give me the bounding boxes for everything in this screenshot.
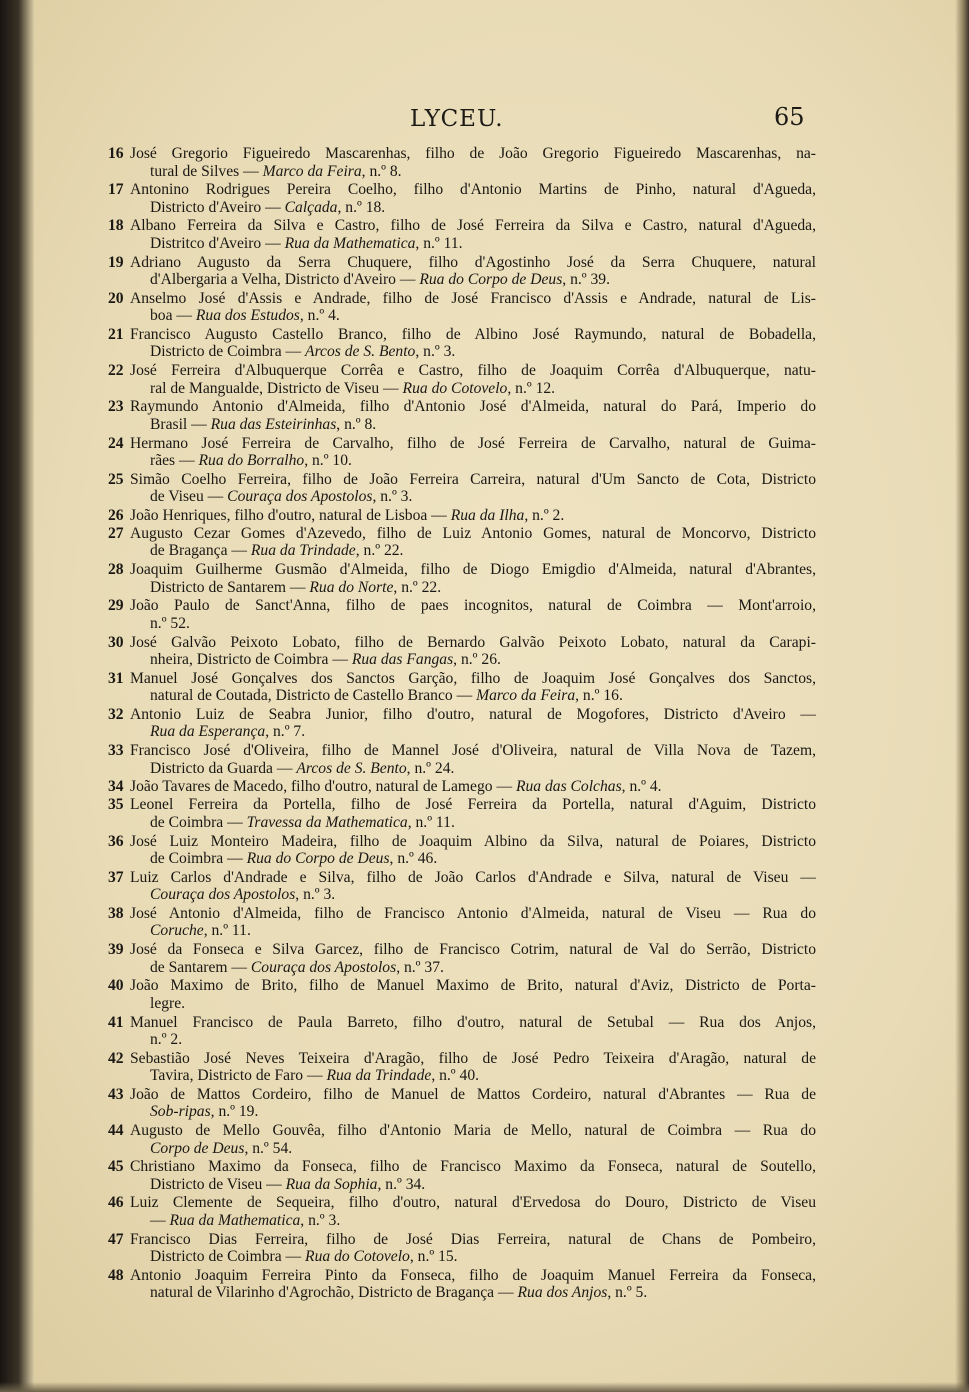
entry-number: 16 — [108, 145, 124, 162]
page-number: 65 — [774, 103, 805, 131]
entry-street: Rua do Cotovelo — [402, 379, 508, 397]
entry-line-2 — [100, 959, 816, 977]
entry-house-number: , n.º 4. — [621, 778, 662, 796]
entry-text: de Coimbra — — [150, 813, 247, 831]
list-item — [100, 326, 816, 362]
entry-text: Simão Coelho Ferreira, filho de João Ferreira Carreira, natural d'Um Sancto de Cota, Districto — [130, 470, 816, 488]
book-spine-shadow — [0, 0, 34, 1392]
entry-text: João Tavares de Macedo, filho d'outro, natural de Lamego — — [130, 778, 516, 796]
entry-number: 30 — [108, 633, 124, 651]
entry-line-2 — [100, 1284, 816, 1302]
entry-line-2 — [100, 651, 816, 669]
entry-text: de Bragança — — [150, 542, 251, 560]
entry-line-1 — [100, 706, 816, 724]
entry-line-2 — [100, 1031, 816, 1049]
entry-line-2 — [100, 850, 816, 868]
entry-house-number: , n.º 11. — [415, 234, 463, 252]
entry-line-2 — [100, 542, 816, 560]
entry-text: Districto de Viseu — — [150, 1175, 286, 1193]
entry-line-2 — [100, 1212, 816, 1230]
entry-text: n.º 52. — [150, 614, 190, 632]
entry-number: 46 — [108, 1194, 124, 1212]
entry-text: de Santarem — — [150, 958, 251, 976]
entry-street: Rua do Corpo de Deus — [419, 271, 563, 289]
entry-number: 18 — [108, 217, 124, 235]
entry-house-number: , n.º 11. — [203, 922, 251, 940]
entry-text: Brasil — — [150, 415, 211, 433]
entry-text: tural de Silves — — [150, 162, 263, 180]
entry-text: José Ferreira d'Albuquerque Corrêa e Castro, filho de Joaquim Corrêa d'Albuquerque, natu- — [130, 362, 816, 380]
entry-line-1 — [100, 181, 816, 199]
entry-street: Arcos de S. Bento — [296, 759, 407, 777]
entry-house-number: , n.º 54. — [244, 1139, 293, 1157]
entry-line-2 — [100, 814, 816, 832]
entry-line-1 — [100, 1086, 816, 1104]
entry-house-number: , n.º 3. — [300, 1211, 341, 1229]
entry-number: 25 — [108, 470, 124, 488]
entry-house-number: , n.º 11. — [407, 813, 455, 831]
entry-street: Rua dos Estudos — [195, 307, 300, 325]
entry-street: Calçada — [284, 198, 338, 216]
entry-line-1 — [100, 254, 816, 272]
entry-number: 44 — [108, 1122, 124, 1140]
list-item — [100, 1122, 816, 1158]
list-item — [100, 634, 816, 670]
entry-number: 36 — [108, 832, 124, 850]
entry-street: Marco da Feira — [476, 687, 576, 705]
entry-line-1 — [100, 977, 816, 995]
entry-text: João Henriques, filho d'outro, natural de Lisboa — — [130, 506, 451, 524]
entry-number: 20 — [108, 289, 124, 307]
entry-text: Leonel Ferreira da Portella, filho de José Ferreira da Portella, natural d'Aguim, Districto — [130, 796, 816, 814]
entry-line-2 — [100, 995, 816, 1013]
list-item — [100, 181, 816, 217]
entry-text: Districto de Coimbra — — [150, 343, 306, 361]
entry-street: Rua da Esperança — [150, 723, 266, 741]
entry-line-2 — [100, 452, 816, 470]
entry-house-number: , n.º 7. — [265, 723, 306, 741]
entry-number: 33 — [108, 742, 124, 760]
entry-line-1 — [100, 670, 816, 688]
entry-line-2 — [100, 723, 816, 741]
list-item — [100, 1158, 816, 1194]
list-item — [100, 217, 816, 253]
entry-street: Couraça dos Apostolos — [150, 886, 296, 904]
entry-text: Antonio Joaquim Ferreira Pinto da Fonseca, filho de Joaquim Manuel Ferreira da Fonseca, — [130, 1266, 816, 1284]
student-list — [100, 145, 816, 1303]
entry-line-1 — [100, 561, 816, 579]
entry-house-number: , n.º 19. — [210, 1103, 259, 1121]
entry-text: Districto da Guarda — — [150, 759, 297, 777]
entry-number: 43 — [108, 1085, 124, 1103]
entry-line-2 — [100, 163, 816, 181]
entry-number: 17 — [108, 181, 124, 199]
entry-line-1 — [100, 833, 816, 851]
entry-line-1 — [100, 742, 816, 760]
entry-house-number: , n.º 5. — [607, 1284, 648, 1302]
running-header-title: LYCEU. — [410, 106, 504, 132]
entry-line-1 — [100, 941, 816, 959]
list-item — [100, 471, 816, 507]
entry-street: Rua das Fangas — [351, 651, 454, 669]
list-item — [100, 1014, 816, 1050]
entry-line-1 — [100, 507, 816, 525]
entry-number: 29 — [108, 597, 124, 615]
list-item — [100, 833, 816, 869]
entry-house-number: , n.º 24. — [406, 759, 455, 777]
entry-house-number: , n.º 16. — [575, 687, 623, 705]
entry-house-number: , n.º 15. — [409, 1248, 458, 1266]
entry-line-2 — [100, 235, 816, 253]
entry-line-2 — [100, 380, 816, 398]
entry-number: 23 — [108, 398, 124, 416]
entry-street: Rua da Mathematica — [284, 234, 416, 252]
entry-number: 21 — [108, 325, 124, 343]
entry-text: Francisco Dias Ferreira, filho de José Dias Ferreira, natural de Chans de Pombeiro, — [130, 1230, 816, 1248]
entry-street: Arcos de S. Bento — [305, 343, 416, 361]
list-item — [100, 435, 816, 471]
entry-number: 34 — [108, 778, 124, 796]
entry-street: Corpo de Deus — [150, 1139, 245, 1157]
entry-text: Antonino Rodrigues Pereira Coelho, filho d'Antonio Martins de Pinho, natural d'Agueda, — [130, 181, 816, 199]
list-item — [100, 290, 816, 326]
entry-text: Districto d'Aveiro — — [150, 198, 285, 216]
entry-text: — — [150, 1211, 170, 1229]
entry-street: Travessa da Mathematica — [246, 813, 408, 831]
entry-number: 47 — [108, 1230, 124, 1248]
entry-line-1 — [100, 290, 816, 308]
entry-text: Districto de Santarem — — [150, 578, 310, 596]
entry-house-number: , n.º 2. — [524, 506, 565, 524]
entry-text: João Maximo de Brito, filho de Manuel Maximo de Brito, natural d'Aviz, Districto de Porta- — [130, 977, 816, 995]
entry-text: Distritco d'Aveiro — — [150, 234, 285, 252]
list-item — [100, 507, 816, 525]
entry-line-1 — [100, 796, 816, 814]
entry-text: Sebastião José Neves Teixeira d'Aragão, filho de José Pedro Teixeira d'Aragão, natural de — [130, 1049, 816, 1067]
entry-line-2 — [100, 1176, 816, 1194]
entry-street: Rua do Corpo de Deus — [246, 850, 390, 868]
list-item — [100, 1086, 816, 1122]
entry-house-number: , n.º 10. — [304, 452, 352, 469]
entry-street: Rua das Esteirinhas — [210, 415, 337, 433]
entry-street: Coruche — [150, 922, 204, 940]
entry-house-number: , n.º 26. — [453, 651, 501, 669]
entry-text: Joaquim Guilherme Gusmão d'Almeida, filho de Diogo Emigdio d'Almeida, natural d'Abrantes, — [130, 561, 816, 579]
entry-house-number: , n.º 3. — [372, 488, 413, 506]
entry-line-1 — [100, 1158, 816, 1176]
entry-text: José Galvão Peixoto Lobato, filho de Bernardo Galvão Peixoto Lobato, natural da Carapi- — [130, 633, 816, 651]
entry-number: 32 — [108, 705, 124, 723]
entry-line-2 — [100, 1103, 816, 1121]
list-item — [100, 525, 816, 561]
entry-house-number: , n.º 34. — [377, 1175, 426, 1193]
entry-line-1 — [100, 778, 816, 796]
entry-number: 35 — [108, 796, 124, 814]
entry-line-2 — [100, 1067, 816, 1085]
entry-street: Couraça dos Apostolos — [250, 958, 397, 976]
entry-number: 24 — [108, 434, 124, 452]
entry-line-1 — [100, 1267, 816, 1285]
entry-house-number: , n.º 18. — [337, 198, 386, 216]
entry-street: Rua da Trindade — [250, 542, 356, 560]
entry-line-2 — [100, 343, 816, 361]
entry-line-1 — [100, 1122, 816, 1140]
entry-text: Adriano Augusto da Serra Chuquere, filho d'Agostinho José da Serra Chuquere, natural — [130, 253, 816, 271]
entry-street: Rua das Colchas — [515, 778, 622, 796]
entry-text: de Viseu — — [150, 488, 228, 506]
entry-text: José Luiz Monteiro Madeira, filho de Joaquim Albino da Silva, natural de Poiares, Districto — [130, 832, 816, 850]
entry-line-1 — [100, 525, 816, 543]
entry-line-1 — [100, 1231, 816, 1249]
entry-line-2 — [100, 307, 816, 325]
entry-text: João Paulo de Sanct'Anna, filho de paes incognitos, natural de Coimbra — Mont'arroio, — [130, 597, 816, 615]
entry-line-2 — [100, 615, 816, 633]
entry-text: José Gregorio Figueiredo Mascarenhas, filho de João Gregorio Figueiredo Mascarenhas, na- — [130, 145, 816, 162]
entry-text: natural de Vilarinho d'Agrochão, Districto de Bragança — — [150, 1284, 518, 1302]
entry-text: Anselmo José d'Assis e Andrade, filho de José Francisco d'Assis e Andrade, natural de Lis- — [130, 289, 816, 307]
entry-line-2 — [100, 1248, 816, 1266]
list-item — [100, 1194, 816, 1230]
entry-number: 28 — [108, 561, 124, 579]
entry-line-1 — [100, 1194, 816, 1212]
entry-text: Luiz Carlos d'Andrade e Silva, filho de João Carlos d'Andrade e Silva, natural de Viseu — — [130, 868, 816, 886]
list-item — [100, 398, 816, 434]
entry-house-number: , n.º 22. — [393, 578, 442, 596]
entry-line-2 — [100, 760, 816, 778]
list-item — [100, 362, 816, 398]
entry-line-2 — [100, 199, 816, 217]
entry-house-number: , n.º 22. — [355, 542, 404, 560]
entry-number: 27 — [108, 524, 124, 542]
entry-text: Christiano Maximo da Fonseca, filho de Francisco Maximo da Fonseca, natural de Soutello, — [130, 1158, 816, 1176]
entry-text: Luiz Clemente de Sequeira, filho d'outro, natural d'Ervedosa do Douro, Districto de Viseu — [130, 1194, 816, 1212]
entry-number: 31 — [108, 669, 124, 687]
page-right-edge — [955, 0, 969, 1392]
entry-text: rães — — [150, 452, 199, 469]
entry-number: 42 — [108, 1049, 124, 1067]
list-item — [100, 597, 816, 633]
entry-house-number: , n.º 40. — [431, 1067, 480, 1085]
entry-number: 41 — [108, 1013, 124, 1031]
entry-text: Tavira, Districto de Faro — — [150, 1067, 327, 1085]
entry-house-number: , n.º 3. — [295, 886, 336, 904]
list-item — [100, 869, 816, 905]
entry-line-1 — [100, 1014, 816, 1032]
entry-house-number: , n.º 39. — [562, 271, 610, 289]
list-item — [100, 254, 816, 290]
entry-line-1 — [100, 634, 816, 652]
entry-text: Manuel Francisco de Paula Barreto, filho d'outro, natural de Setubal — Rua dos Anjos, — [130, 1013, 816, 1031]
entry-text: natural de Coutada, Districto de Castello Branco — — [150, 687, 477, 705]
entry-text: ral de Mangualde, Districto de Viseu — — [150, 379, 403, 397]
entry-street: Rua da Sophia — [285, 1175, 378, 1193]
list-item — [100, 742, 816, 778]
entry-text: João de Mattos Cordeiro, filho de Manuel de Mattos Cordeiro, natural d'Abrantes — Rua de — [130, 1085, 816, 1103]
entry-text: Manuel José Gonçalves dos Sanctos Garção, filho de Joaquim José Gonçalves dos Sanctos, — [130, 669, 816, 687]
entry-text: Antonio Luiz de Seabra Junior, filho d'outro, natural de Mogofores, Districto d'Aveiro — — [130, 705, 816, 723]
entry-text: José da Fonseca e Silva Garcez, filho de Francisco Cotrim, natural de Val do Serrão, Districto — [130, 941, 816, 959]
entry-text: José Antonio d'Almeida, filho de Francisco Antonio d'Almeida, natural de Viseu — Rua do — [130, 904, 816, 922]
entry-street: Marco da Feira — [262, 162, 362, 180]
entry-street: Rua da Mathematica — [169, 1211, 301, 1229]
entry-street: Rua do Norte — [309, 578, 394, 596]
entry-line-2 — [100, 1140, 816, 1158]
entry-house-number: , n.º 4. — [299, 307, 340, 325]
entry-text: de Coimbra — — [150, 850, 247, 868]
entry-line-2 — [100, 886, 816, 904]
entry-text: Raymundo Antonio d'Almeida, filho d'Antonio José d'Almeida, natural do Pará, Imperio do — [130, 398, 816, 416]
entry-line-1 — [100, 471, 816, 489]
list-item — [100, 778, 816, 796]
entry-line-1 — [100, 597, 816, 615]
entry-street: Rua do Borralho — [198, 452, 305, 469]
entry-text: nheira, Districto de Coimbra — — [150, 651, 352, 669]
entry-street: Rua da Trindade — [326, 1067, 432, 1085]
list-item — [100, 796, 816, 832]
entry-line-2 — [100, 922, 816, 940]
entry-text: Francisco José d'Oliveira, filho de Mannel José d'Oliveira, natural de Villa Nova de Tazem, — [130, 742, 816, 760]
entry-number: 37 — [108, 868, 124, 886]
entry-line-2 — [100, 579, 816, 597]
entry-line-2 — [100, 271, 816, 289]
entry-line-1 — [100, 905, 816, 923]
entry-line-1 — [100, 326, 816, 344]
entry-text: Hermano José Ferreira de Carvalho, filho de José Ferreira de Carvalho, natural de Guima- — [130, 434, 816, 452]
entry-text: Albano Ferreira da Silva e Castro, filho de José Ferreira da Silva e Castro, natural d'Agueda, — [130, 217, 816, 235]
list-item — [100, 706, 816, 742]
entry-house-number: , n.º 3. — [415, 343, 456, 361]
entry-text: Augusto de Mello Gouvêa, filho d'Antonio Maria de Mello, natural de Coimbra — Rua do — [130, 1122, 816, 1140]
entry-text: n.º 2. — [150, 1031, 183, 1048]
list-item — [100, 905, 816, 941]
entry-house-number: , n.º 12. — [507, 379, 556, 397]
entry-house-number: , n.º 46. — [389, 850, 438, 868]
entry-number: 40 — [108, 977, 124, 995]
entry-line-1 — [100, 217, 816, 235]
page-bottom-edge — [0, 1382, 969, 1392]
entry-house-number: , n.º 37. — [396, 958, 444, 976]
entry-line-1 — [100, 362, 816, 380]
entry-line-1 — [100, 435, 816, 453]
entry-text: Augusto Cezar Gomes d'Azevedo, filho de Luiz Antonio Gomes, natural de Moncorvo, Districto — [130, 524, 816, 542]
entry-text: Francisco Augusto Castello Branco, filho de Albino José Raymundo, natural de Bobadella, — [130, 325, 816, 343]
entry-street: Rua dos Anjos — [517, 1284, 608, 1302]
entry-line-2 — [100, 488, 816, 506]
list-item — [100, 941, 816, 977]
entry-number: 19 — [108, 253, 124, 271]
entry-house-number: , n.º 8. — [361, 162, 402, 180]
list-item — [100, 1231, 816, 1267]
entry-line-2 — [100, 687, 816, 705]
list-item — [100, 145, 816, 181]
entry-line-1 — [100, 398, 816, 416]
entry-text: boa — — [150, 307, 196, 325]
entry-text: legre. — [150, 994, 186, 1012]
list-item — [100, 977, 816, 1013]
entry-line-1 — [100, 869, 816, 887]
list-item — [100, 1050, 816, 1086]
entry-text: d'Albergaria a Velha, Districto d'Aveiro — — [150, 271, 420, 289]
list-item — [100, 561, 816, 597]
entry-number: 45 — [108, 1158, 124, 1176]
list-item — [100, 670, 816, 706]
entry-street: Sob-ripas — [150, 1103, 211, 1121]
entry-number: 48 — [108, 1266, 124, 1284]
entry-line-1 — [100, 1050, 816, 1068]
entry-number: 22 — [108, 362, 124, 380]
list-item — [100, 1267, 816, 1303]
entry-line-2 — [100, 416, 816, 434]
entry-line-1 — [100, 145, 816, 163]
entry-text: Districto de Coimbra — — [150, 1248, 306, 1266]
entry-number: 39 — [108, 941, 124, 959]
entry-street: Rua da Ilha — [450, 506, 525, 524]
entry-number: 26 — [108, 506, 124, 524]
entry-street: Rua do Cotovelo — [305, 1248, 410, 1266]
entry-street: Couraça dos Apostolos — [227, 488, 373, 506]
entry-number: 38 — [108, 904, 124, 922]
entry-house-number: , n.º 8. — [336, 415, 377, 433]
